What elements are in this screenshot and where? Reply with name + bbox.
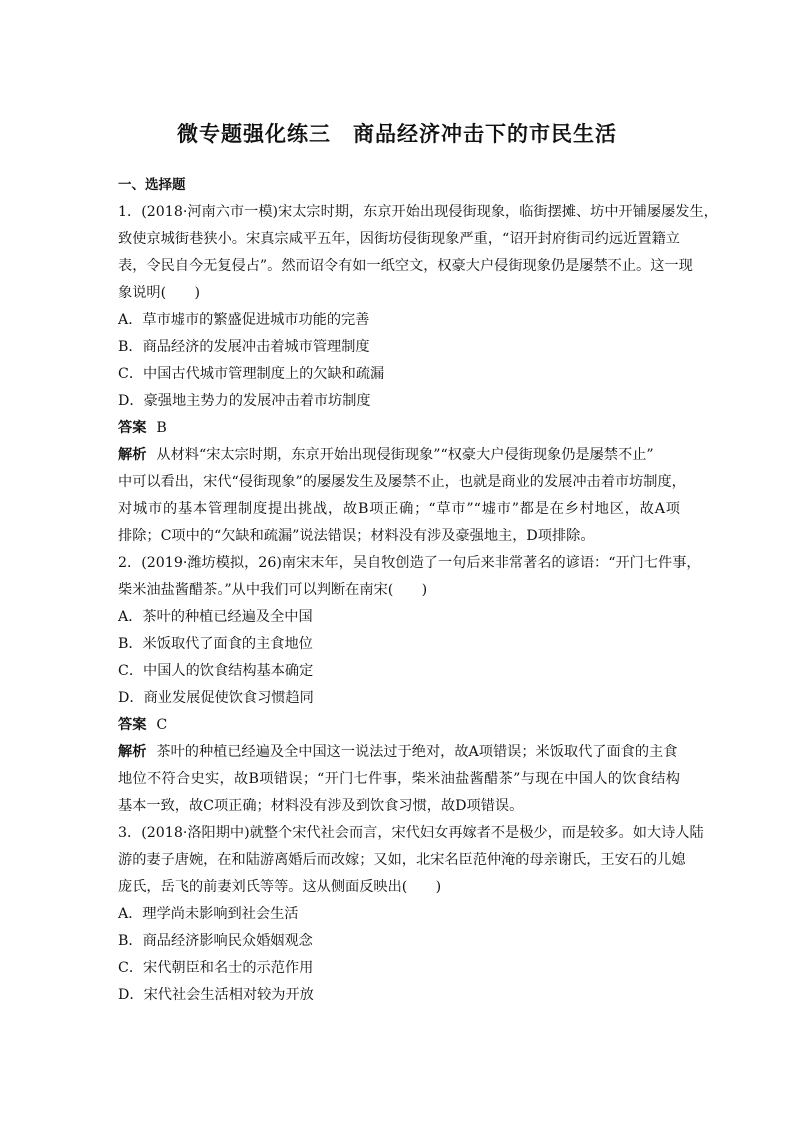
content-body [118,172,718,1009]
question-text-line: 表，令民自今无复侵占”。然而诏令有如一纸空文，权豪大户侵街现象仍是屡禁不止。这一现 [118,258,693,274]
question-text-line: 柴米油盐酱醋茶。”从中我们可以判断在南宋( ) [118,582,428,598]
question-text-line: 庞氏，岳飞的前妻刘氏等等。这从侧面反映出( ) [118,879,442,895]
option-b: B．商品经济影响民众婚姻观念 [118,933,313,949]
option-b: B．米饭取代了面食的主食地位 [118,636,313,652]
explanation-line: 地位不符合史实，故B项错误；“开门七件事，柴米油盐酱醋茶”与现在中国人的饮食结构 [118,771,680,787]
option-c: C．宋代朝臣和名士的示范作用 [118,960,314,976]
option-a: A．茶叶的种植已经遍及全中国 [118,609,313,625]
explanation-line: 对城市的基本管理制度提出挑战，故B项正确；“草市”“墟市”都是在乡村地区，故A项 [118,501,680,517]
explanation-label: 解析 [118,744,147,760]
option-d: D．商业发展促使饮食习惯趋同 [118,690,314,706]
option-a: A．理学尚未影响到社会生活 [118,906,299,922]
option-b: B．商品经济的发展冲击着城市管理制度 [118,339,370,355]
question-1 [118,199,718,550]
question-3 [118,820,704,1009]
answer-line [118,415,680,442]
page-title: 微专题强化练三 商品经济冲击下的市民生活 [177,122,617,146]
question-text-line: 象说明( ) [118,285,201,301]
question-text-line: 致使京城街巷狭小。宋真宗咸平五年，因街坊侵街现象严重，“诏开封府街司约远近置籍立 [118,231,680,247]
explanation-line: 中可以看出，宋代“侵街现象”的屡屡发生及屡禁不止，也就是商业的发展冲击着市坊制度， [118,474,686,490]
option-a: A．草市墟市的繁盛促进城市功能的完善 [118,312,370,328]
explanation-line: 排除；C项中的“欠缺和疏漏”说法错误；材料没有涉及豪强地主，D项排除。 [118,528,595,544]
question-text-line: 1．(2018·河南六市一模)宋太宗时期，东京开始出现侵街现象，临街摆摊、坊中开铺屡屡发生， [118,204,718,220]
question-text-line: 游的妻子唐婉，在和陆游离婚后而改嫁；又如，北宋名臣范仲淹的母亲谢氏，王安石的儿媳 [118,852,686,868]
explanation-text: 从材料“宋太宗时期，东京开始出现侵街现象”“权豪大户侵街现象仍是屡禁不止” [156,447,654,463]
answer-value: C [156,717,168,733]
explanation-label: 解析 [118,447,147,463]
explanation-line [118,442,680,469]
question-2 [118,550,701,820]
explanation-text: 茶叶的种植已经遍及全中国这一说法过于绝对，故A项错误；米饭取代了面食的主食 [156,744,678,760]
answer-value: B [156,420,167,436]
option-d: D．豪强地主势力的发展冲击着市坊制度 [118,393,371,409]
explanation-line: 基本一致，故C项正确；材料没有涉及到饮食习惯，故D项错误。 [118,798,524,814]
option-d: D．宋代社会生活相对较为开放 [118,987,314,1003]
answer-label: 答案 [118,717,147,733]
explanation-line [118,739,680,766]
section-heading: 一、选择题 [118,177,186,193]
option-c: C．中国古代城市管理制度上的欠缺和疏漏 [118,366,385,382]
answer-line [118,712,680,739]
question-text-line: 3．(2018·洛阳期中)就整个宋代社会而言，宋代妇女再嫁者不是极少，而是较多。如大诗人陆 [118,825,704,841]
answer-label: 答案 [118,420,147,436]
question-text-line: 2．(2019·潍坊模拟，26)南宋末年，吴自牧创造了一句后来非常著名的谚语：“开门七件事， [118,555,701,571]
option-c: C．中国人的饮食结构基本确定 [118,663,314,679]
